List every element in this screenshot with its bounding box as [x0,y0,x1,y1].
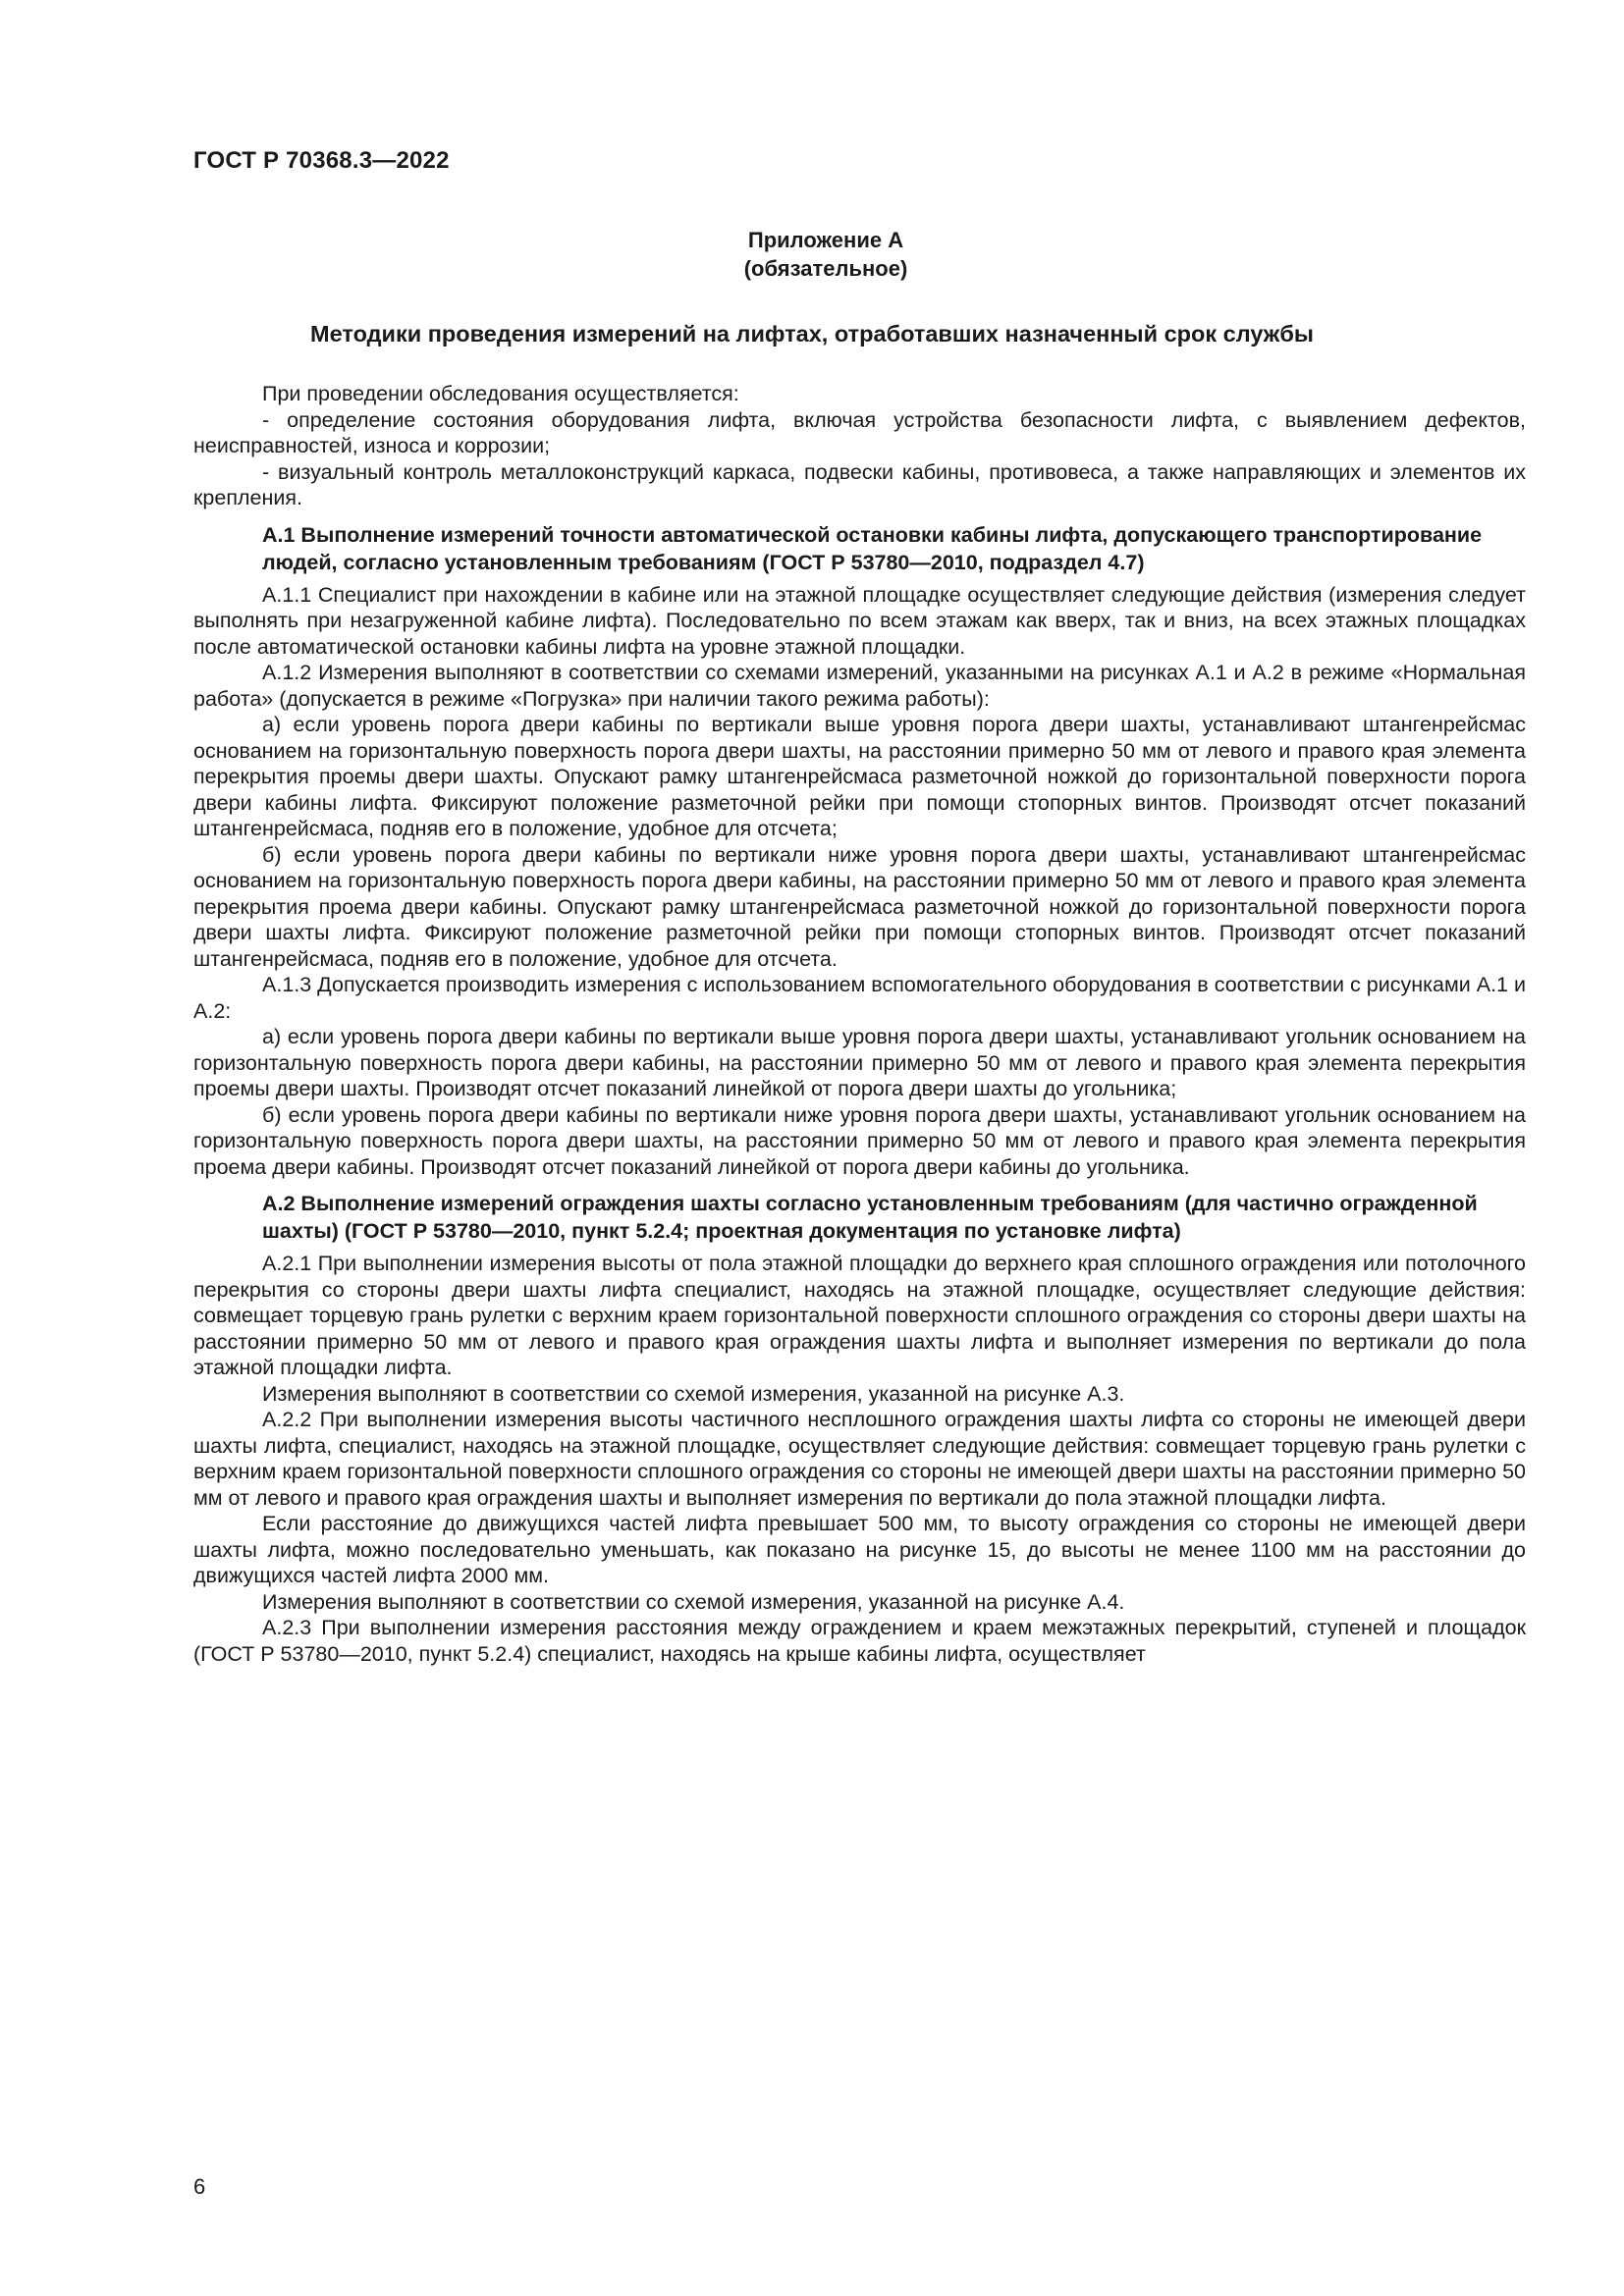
paragraph: б) если уровень порога двери кабины по вертикали ниже уровня порога двери шахты, устанавливают штангенрейсмас основанием на горизонтальную поверхность порога двери кабины, на расстоянии примерно 50 мм от левого и правого края элемента перекрытия проема двери кабины. Опускают рамку штангенрейсмаса разметочной ножкой до горизонтальной поверхности порога двери шахты лифта. Фиксируют положение разметочной рейки при помощи стопорных винтов. Производят отсчет показаний штангенрейсмаса, подняв его в положение, удобное для отсчета. [193,842,1526,971]
paragraph: А.2.3 При выполнении измерения расстояния между ограждением и краем межэтажных перекрытий, ступеней и площадок (ГОСТ Р 53780—2010, пункт 5.2.4) специалист, находясь на крыше кабины лифта, осуществляет [193,1616,1526,1666]
appendix-label: Приложение А [747,228,904,252]
paragraph: А.1.3 Допускается производить измерения с использованием вспомогательного оборудования в соответствии с рисунками А.1 и А.2: [193,973,1526,1023]
section-heading-a2: А.2 Выполнение измерений ограждения шахты согласно установленным требованиям (для частично огражденной шахты) (ГОСТ Р 53780—2010, пункт 5.2.4; проектная документация по установке лифта) [262,1192,1478,1243]
paragraph: Измерения выполняют в соответствии со схемой измерения, указанной на рисунке А.3. [262,1381,1125,1406]
document-code-header: ГОСТ Р 70368.3—2022 [193,147,450,174]
paragraph: б) если уровень порога двери кабины по вертикали ниже уровня порога двери шахты, устанавливают угольник основанием на горизонтальную поверхность порога двери шахты, на расстоянии примерно 50 мм от левого и правого края элемента перекрытия проема двери кабины. Производят отсчет показаний линейкой от порога двери кабины до угольника. [193,1102,1526,1179]
intro-paragraph: При проведении обследования осуществляется: [262,382,739,405]
intro-list-item: - определение состояния оборудования лифта, включая устройства безопасности лифта, с выявлением дефектов, неисправностей, износа и коррозии; [193,407,1526,457]
paragraph: А.2.1 При выполнении измерения высоты от пола этажной площадки до верхнего края сплошного ограждения или потолочного перекрытия со стороны двери шахты лифта специалист, находясь на этажной площадке, осуществляет следующие действия: совмещает торцевую грань рулетки с верхним краем горизонтальной поверхности сплошного ограждения со стороны двери шахты на расстоянии примерно 50 мм от левого и правого края ограждения шахты лифта и выполняет измерения по вертикали до пола этажной площадки лифта. [193,1252,1526,1379]
paragraph: А.1.1 Специалист при нахождении в кабине или на этажной площадке осуществляет следующие действия (измерения следует выполнять при незагруженной кабине лифта). Последовательно по всем этажам как вверх, так и вниз, на всех этажных площадках после автоматической остановки кабины лифта на уровне этажной площадки. [193,582,1526,659]
paragraph: А.1.2 Измерения выполняют в соответствии со схемами измерений, указанными на рисунках А.1 и А.2 в режиме «Нормальная работа» (допускается в режиме «Погрузка» при наличии такого режима работы): [193,661,1526,711]
paragraph: Измерения выполняют в соответствии со схемой измерения, указанной на рисунке А.4. [262,1589,1125,1614]
document-body [193,381,1526,1667]
paragraph: а) если уровень порога двери кабины по вертикали выше уровня порога двери шахты, устанавливают угольник основанием на горизонтальную поверхность порога двери кабины, на расстоянии примерно 50 мм от левого и правого края элемента перекрытия проемы двери шахты. Производят отсчет показаний линейкой от порога двери шахты до угольника; [193,1025,1526,1100]
paragraph: А.2.2 При выполнении измерения высоты частичного несплошного ограждения шахты лифта со стороны не имеющей двери шахты лифта, специалист, находясь на этажной площадке, осуществляет следующие действия: совмещает торцевую грань рулетки с верхним краем горизонтальной поверхности сплошного ограждения со стороны не имеющей двери шахты на расстоянии примерно 50 мм от левого и правого края ограждения шахты и выполняет измерения по вертикали до пола этажной площадки лифта. [193,1408,1526,1510]
page-number: 6 [193,2174,206,2199]
paragraph: Если расстояние до движущихся частей лифта превышает 500 мм, то высоту ограждения со стороны не имеющей двери шахты лифта, можно последовательно уменьшать, как показано на рисунке 15, до высоты не менее 1100 мм на расстоянии до движущихся частей лифта 2000 мм. [193,1512,1526,1587]
intro-list-item: - визуальный контроль металлоконструкций каркаса, подвески кабины, противовеса, а также направляющих и элементов их крепления. [193,459,1526,509]
section-heading-a1: А.1 Выполнение измерений точности автоматической остановки кабины лифта, допускающего транспортирование людей, согласно установленным требованиям (ГОСТ Р 53780—2010, подраздел 4.7) [262,522,1483,574]
appendix-status: (обязательное) [743,256,908,281]
appendix-title: Методики проведения измерений на лифтах, отработавших назначенный срок службы [310,321,1314,347]
paragraph: а) если уровень порога двери кабины по вертикали выше уровня порога двери шахты, устанавливают штангенрейсмас основанием на горизонтальную поверхность порога двери шахты, на расстоянии примерно 50 мм от левого и правого края элемента перекрытия проемы двери шахты. Опускают рамку штангенрейсмаса разметочной ножкой до горизонтальной поверхности порога двери кабины лифта. Фиксируют положение разметочной рейки при помощи стопорных винтов. Производят отсчет показаний штангенрейсмаса, подняв его в положение, удобное для отсчета; [193,713,1526,840]
